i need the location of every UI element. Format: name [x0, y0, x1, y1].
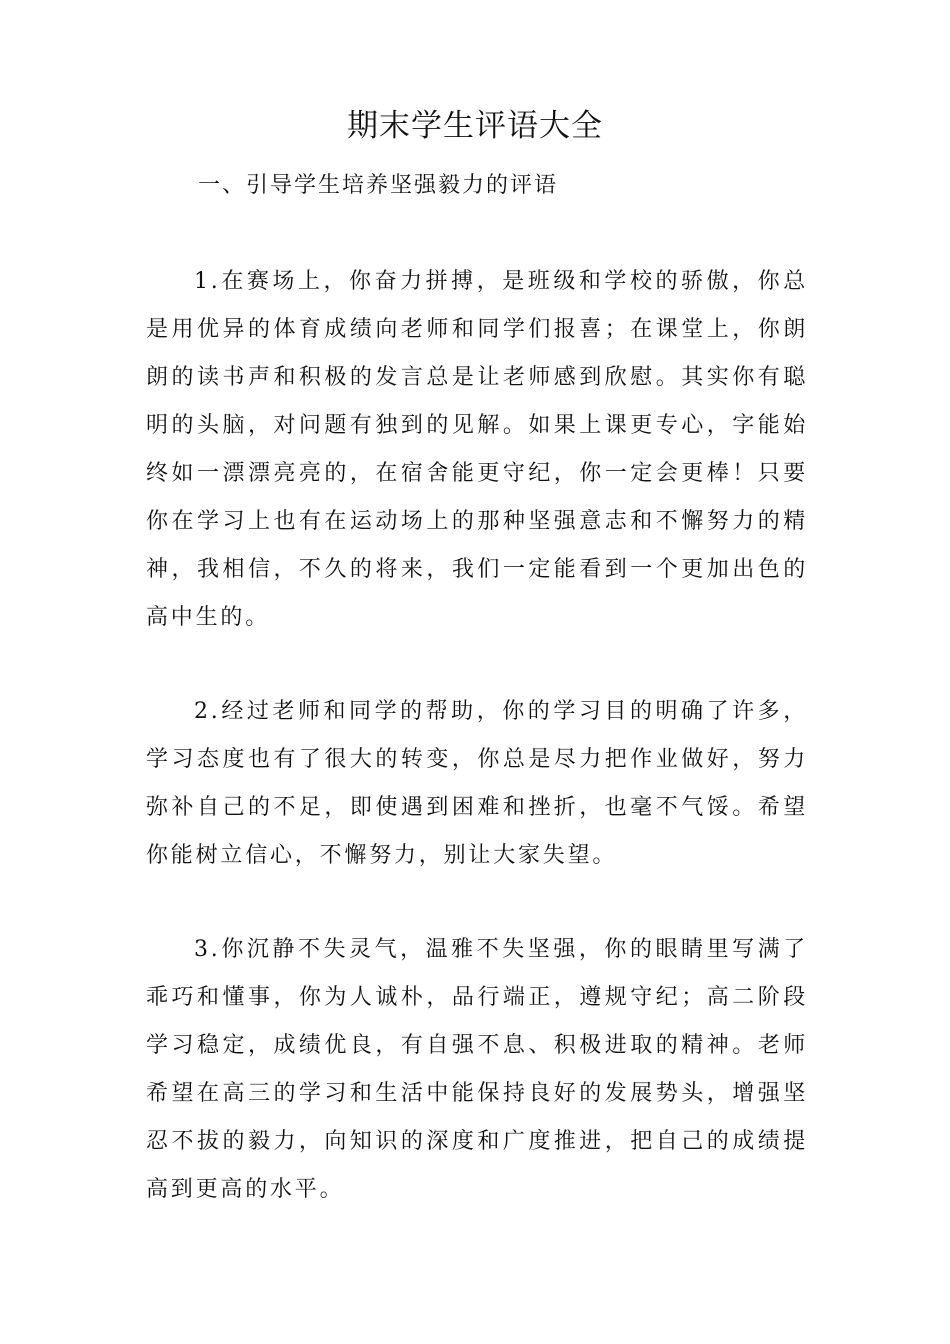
comment-paragraph-3: 3.你沉静不失灵气，温雅不失坚强，你的眼睛里写满了乖巧和懂事，你为人诚朴，品行端正，遵规守纪；高二阶段学习稳定，成绩优良，有自强不息、积极进取的精神。老师希望在高三的学习和生活中能保持良好的发展势头，增强坚忍不拔的毅力，向知识的深度和广度推进，把自己的成绩提高到更高的水平。: [146, 937, 808, 1202]
comment-paragraph-1: 1.在赛场上，你奋力拼搏，是班级和学校的骄傲，你总是用优异的体育成绩向老师和同学们报喜；在课堂上，你朗朗的读书声和积极的发言总是让老师感到欣慰。其实你有聪明的头脑，对问题有独到的见解。如果上课更专心，字能始终如一漂漂亮亮的，在宿舍能更守纪，你一定会更棒！只要你在学习上也有在运动场上的那种坚强意志和不懈努力的精神，我相信，不久的将来，我们一定能看到一个更加出色的高中生的。: [146, 269, 808, 630]
comment-paragraph-2: 2.经过老师和同学的帮助，你的学习目的明确了许多，学习态度也有了很大的转变，你总是尽力把作业做好，努力弥补自己的不足，即使遇到困难和挫折，也毫不气馁。希望你能树立信心，不懈努力，别让大家失望。: [146, 699, 808, 868]
section-heading: 一、引导学生培养坚强毅力的评语: [198, 173, 559, 198]
document-title: 期末学生评语大全: [347, 108, 603, 144]
